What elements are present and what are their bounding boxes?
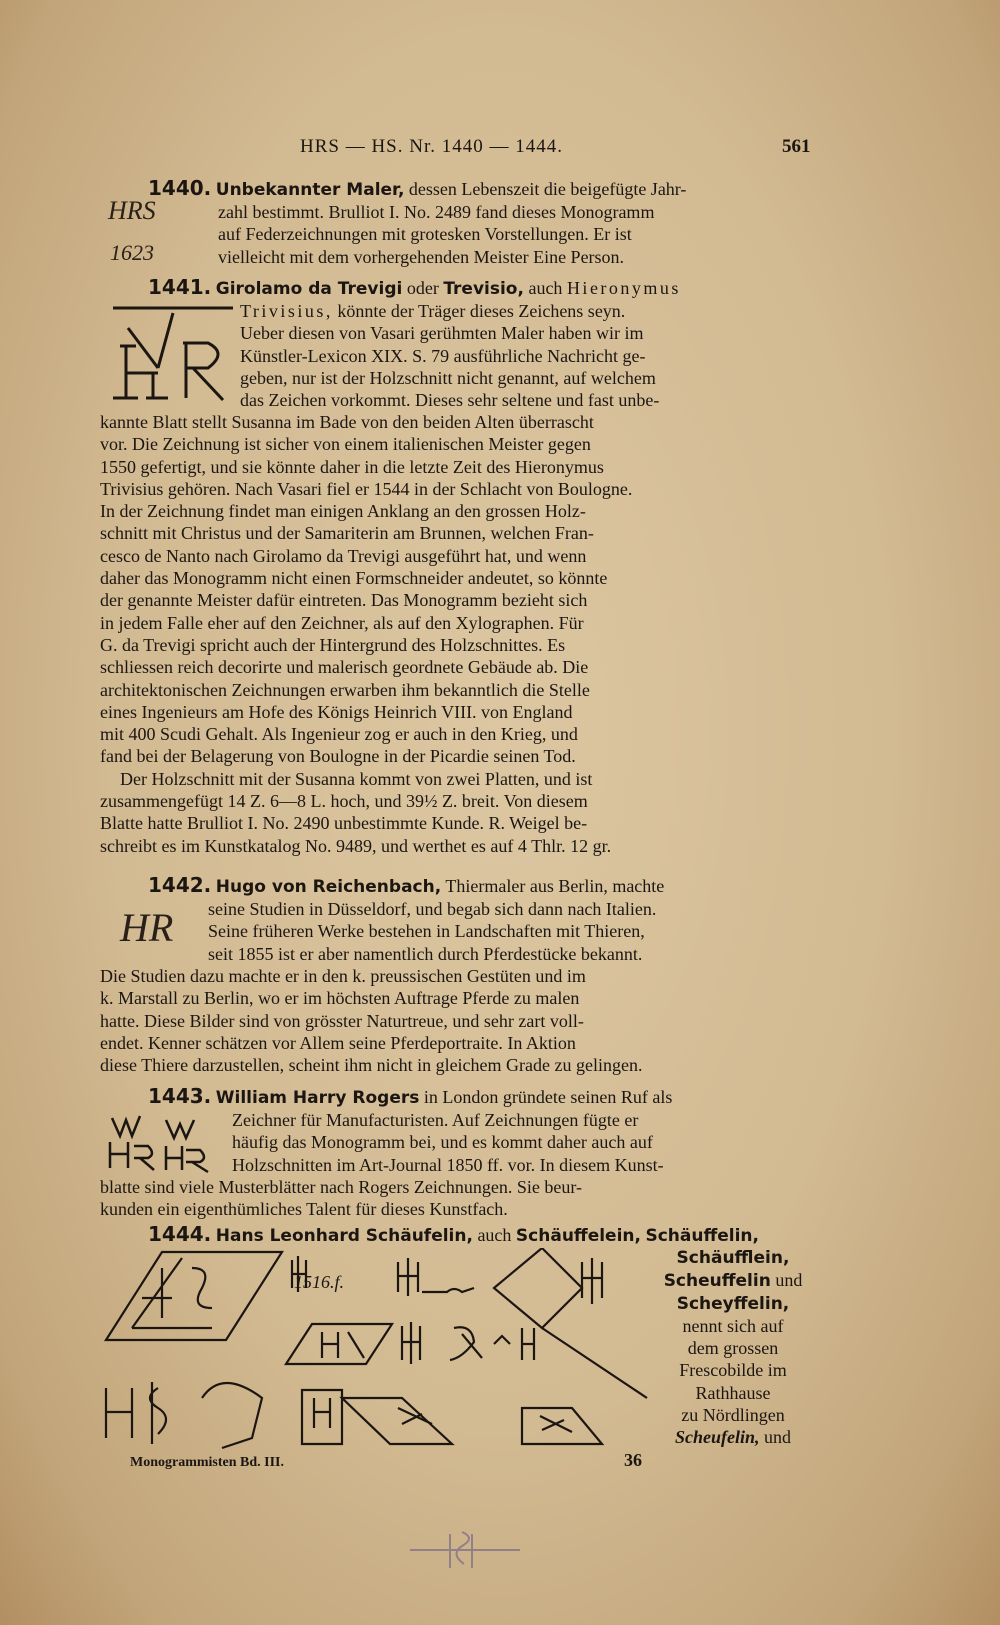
text-line: Die Studien dazu machte er in den k. preussischen Gestüten und im — [100, 966, 586, 986]
entry-number: 1440. — [148, 176, 212, 200]
text-line: fand bei der Belagerung von Boulogne in der Picardie seinen Tod. — [100, 746, 576, 767]
text-line: endet. Kenner schätzen vor Allem seine Pferdeportraite. In Aktion — [100, 1032, 576, 1053]
artist-name: Hugo von Reichenbach, — [215, 877, 442, 897]
footer-volume: Monogrammisten Bd. III. — [130, 1455, 285, 1470]
entry-1443-body — [100, 1176, 816, 1221]
name-variant: Schäufflein, — [676, 1248, 790, 1268]
text-line: Blatte hatte Brulliot I. No. 2490 unbestimmte Kunde. R. Weigel be- — [100, 813, 588, 834]
monogram-date: 1516.f. — [294, 1272, 345, 1292]
text-line: zahl bestimmt. Brulliot I. No. 2489 fand dieses Monogramm — [218, 202, 655, 222]
entry-1444-sidebar-text — [650, 1247, 816, 1449]
monogram-hrs: HRS — [108, 196, 156, 225]
monogram-collection-1444 — [102, 1248, 650, 1460]
text-line: Trivisius gehören. Nach Vasari fiel er 1544 in der Schlacht von Boulogne. — [100, 478, 633, 499]
artist-name: Unbekannter Maler, — [215, 180, 405, 200]
text-line: schreibt es im Kunstkatalog No. 9489, und werthet es auf 4 Thlr. 12 gr. — [100, 835, 612, 856]
text-line: dessen Lebenszeit die beigefügte Jahr- — [408, 179, 687, 199]
footer-signature-mark: 36 — [624, 1450, 642, 1470]
entry-number: 1444. — [148, 1222, 212, 1246]
text-line: in jedem Falle eher auf den Zeichner, als auf den Xylographen. Für — [100, 612, 584, 633]
text-line: blatte sind viele Musterblätter nach Rogers Zeichnungen. Sie beur- — [100, 1177, 582, 1197]
entry-number: 1443. — [148, 1084, 212, 1108]
text-line: Zeichner für Manufacturisten. Auf Zeichnungen fügte er — [232, 1110, 639, 1130]
page-number: 561 — [782, 136, 811, 157]
text-line: Scheufelin, und — [674, 1427, 791, 1448]
text-line: cesco de Nanto nach Girolamo da Trevigi ausgeführt hat, und wenn — [100, 545, 587, 566]
connector: auch — [528, 278, 563, 298]
text-line: Der Holzschnitt mit der Susanna kommt von zwei Platten, und ist — [120, 768, 593, 789]
text-line: schnitt mit Christus und der Samariterin am Brunnen, welchen Fran- — [100, 523, 594, 544]
text-line: auf Federzeichnungen mit grotesken Vorstellungen. Er ist — [218, 224, 632, 245]
text-line: kannte Blatt stellt Susanna im Bade von den beiden Alten überrascht — [100, 412, 594, 432]
text-line: geben, nur ist der Holzschnitt nicht genannt, auf welchem — [240, 367, 656, 388]
entry-1440-body — [218, 201, 816, 268]
text-line: zusammengefügt 14 Z. 6—8 L. hoch, und 39½ Z. breit. Von diesem — [100, 791, 588, 812]
entry-number: 1442. — [148, 873, 212, 897]
text-line: das Zeichen vorkommt. Dieses sehr seltene und fast unbe- — [240, 390, 660, 411]
connector: oder — [406, 278, 439, 298]
text-line: In der Zeichnung findet man einigen Anklang an den grossen Holz- — [100, 501, 586, 522]
text-line: Scheuffelin und — [663, 1270, 803, 1292]
entry-1443-heading-line — [148, 1085, 816, 1109]
text-line: seine Studien in Düsseldorf, und begab sich dann nach Italien. — [208, 899, 657, 919]
text-line: Rathhause — [695, 1382, 771, 1403]
entry-1441-heading-line — [148, 276, 816, 300]
text-line: vielleicht mit dem vorhergehenden Meister Eine Person. — [218, 246, 625, 267]
monogram-hr-1441 — [108, 298, 238, 410]
entry-1441-wrap — [240, 300, 816, 411]
text-line: mit 400 Scudi Gehalt. Als Ingenieur zog er auch in den Krieg, und — [100, 724, 578, 745]
entry-1443-wrap — [232, 1109, 816, 1176]
artist-name: Girolamo da Trevigi — [215, 279, 403, 299]
text-line: dem grossen — [687, 1338, 779, 1359]
text-line: eines Ingenieurs am Hofe des Königs Heinrich VIII. von England — [100, 701, 573, 722]
text-line: Holzschnitten im Art-Journal 1850 ff. vor. In diesem Kunst- — [232, 1154, 664, 1175]
entry-1442-wrap — [208, 898, 816, 965]
text-line: zu Nördlingen — [681, 1405, 785, 1426]
entry-number: 1441. — [148, 275, 212, 299]
text-line: 1550 gefertigt, und sie könnte daher in die letzte Zeit des Hieronymus — [100, 456, 604, 477]
text-line: schliessen reich decorirte und malerisch geordnete Gebäude ab. Die — [100, 657, 589, 678]
text-line: vor. Die Zeichnung ist sicher von einem italienischen Meister gegen — [100, 434, 591, 455]
entry-1442-body — [100, 965, 816, 1076]
name-variant: Scheyffelin, — [676, 1293, 790, 1314]
text-line: k. Marstall zu Berlin, wo er im höchsten Auftrage Pferde zu malen — [100, 988, 580, 1009]
latin-name: Trivisius, — [240, 301, 333, 321]
connector: auch — [477, 1225, 512, 1245]
text-line: Trivisius, könnte der Träger dieses Zeichens seyn. — [240, 301, 626, 321]
text-line: Seine früheren Werke bestehen in Landschaften mit Thieren, — [208, 921, 645, 942]
monogram-hr-1442: HR — [120, 905, 174, 950]
entry-1441-body — [100, 411, 816, 857]
name-variant: Schäuffelin, — [645, 1226, 759, 1246]
entry-1444-heading-line — [148, 1223, 820, 1247]
text-line: der genannte Meister dafür eintreten. Das Monogramm bezieht sich — [100, 590, 588, 611]
text-line: Frescobilde im — [679, 1360, 787, 1381]
entry-1440-heading-line — [148, 177, 816, 201]
latin-name: Hieronymus — [566, 278, 681, 298]
entry-1442-heading-line — [148, 874, 816, 898]
artist-name: Hans Leonhard Schäufelin, — [215, 1226, 473, 1246]
text-line: seit 1855 ist er aber namentlich durch Pferdestücke bekannt. — [208, 943, 643, 964]
text-line: architektonischen Zeichnungen erwarben ihm bekanntlich die Stelle — [100, 679, 590, 700]
text-line: Künstler-Lexicon XIX. S. 79 ausführliche Nachricht ge- — [240, 345, 646, 366]
name-variant: Schäuffelein, — [515, 1226, 641, 1246]
monogram-whr-1443 — [104, 1106, 228, 1176]
text-line: in London gründete seinen Ruf als — [423, 1087, 673, 1107]
running-title: HRS — HS. Nr. 1440 — 1444. — [300, 136, 563, 157]
text-line: kunden ein eigenthümliches Talent für dieses Kunstfach. — [100, 1199, 508, 1220]
text-line: hatte. Diese Bilder sind von grösster Naturtreue, und sehr zart voll- — [100, 1010, 584, 1031]
text-line: daher das Monogramm nicht einen Formschneider andeutet, so könnte — [100, 568, 608, 589]
text-line: Ueber diesen von Vasari gerühmten Maler haben wir im — [240, 323, 644, 344]
artist-name: William Harry Rogers — [215, 1088, 420, 1108]
text-line: Thiermaler aus Berlin, machte — [445, 876, 665, 896]
text-line: diese Thiere darzustellen, scheint ihm nicht in gleichem Grade zu gelingen. — [100, 1055, 643, 1076]
artist-name-alt: Trevisio, — [443, 279, 524, 299]
text-line: G. da Trevigi spricht auch der Hintergrund des Holzschnittes. Es — [100, 634, 566, 655]
text-line: nennt sich auf — [682, 1315, 784, 1336]
monogram-year: 1623 — [110, 240, 154, 265]
text-line: häufig das Monogramm bei, und es kommt daher auch auf — [232, 1132, 653, 1153]
library-stamp-icon — [410, 1528, 520, 1578]
